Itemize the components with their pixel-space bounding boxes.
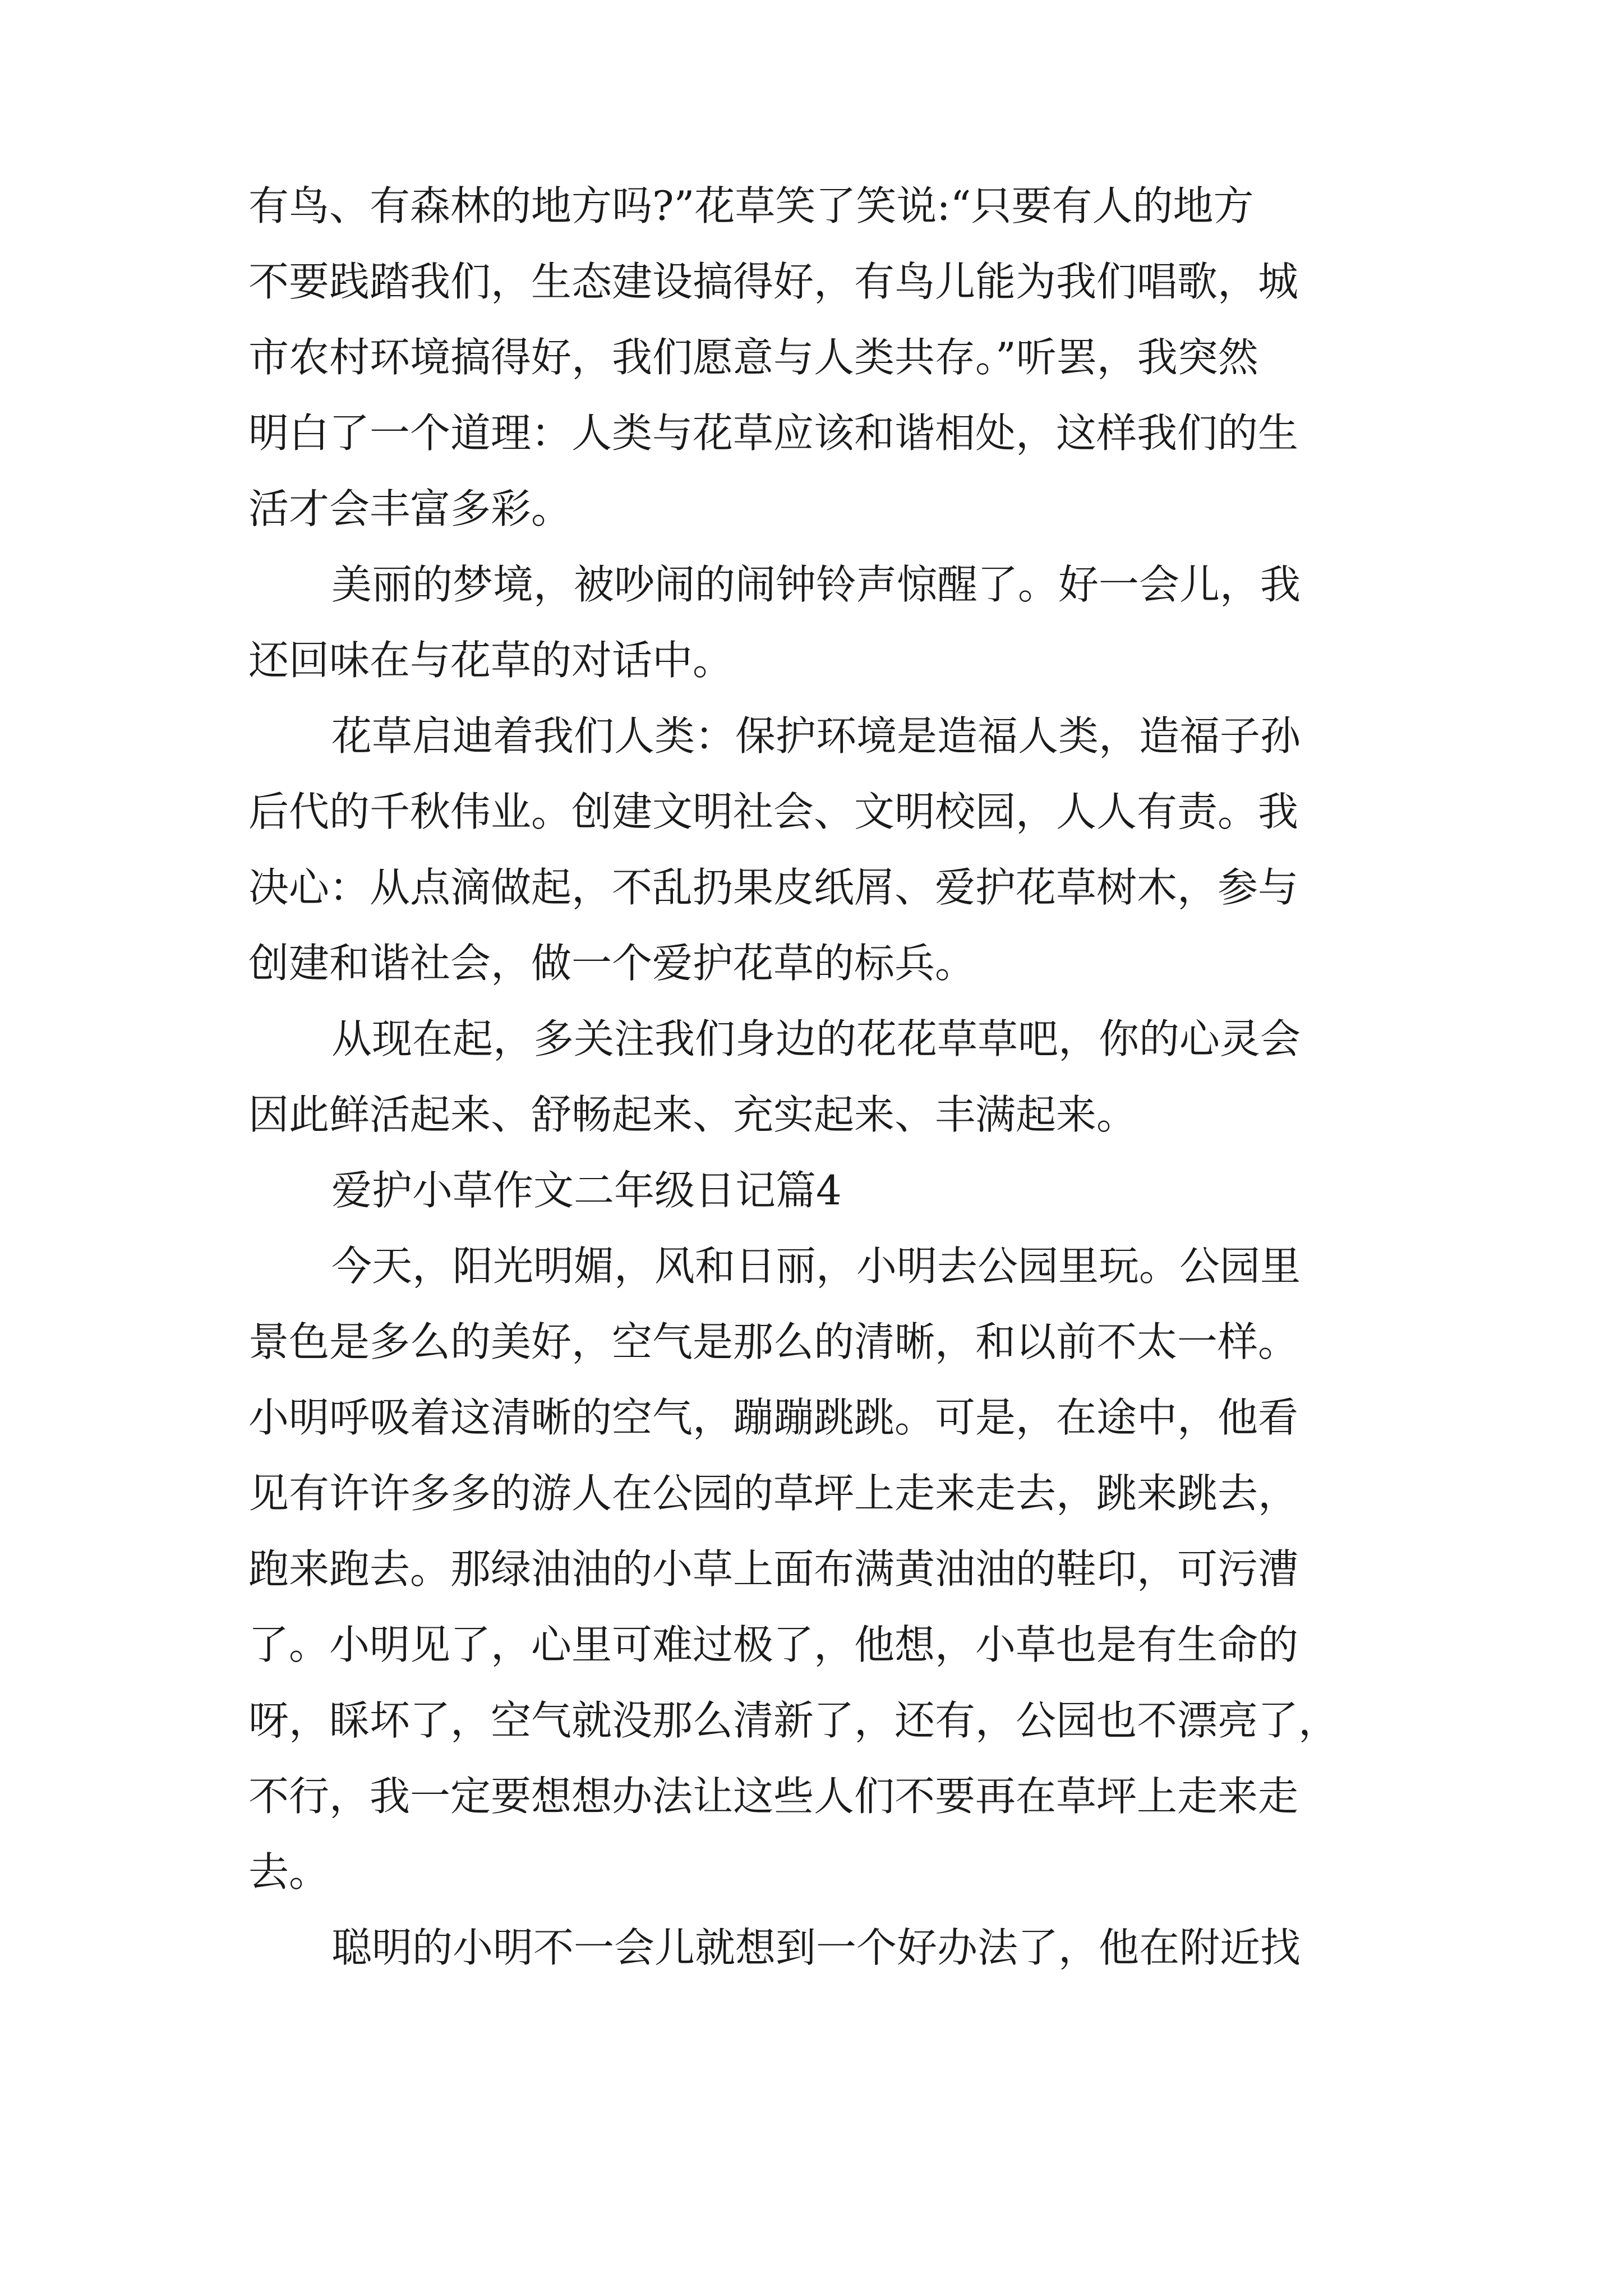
section-heading: 爱护小草作文二年级日记篇4 bbox=[331, 1167, 842, 1214]
text-line: 后代的千秋伟业。创建文明社会、文明校园，人人有责。我 bbox=[248, 788, 1299, 835]
text-line: 因此鲜活起来、舒畅起来、充实起来、丰满起来。 bbox=[248, 1091, 1137, 1138]
text-line: 还回味在与花草的对话中。 bbox=[248, 637, 734, 684]
document-body bbox=[248, 168, 1390, 1986]
text-line: 去。 bbox=[248, 1848, 330, 1895]
text-line: 呀，睬坏了，空气就没那么清新了，还有，公园也不漂亮了， bbox=[248, 1697, 1339, 1744]
text-line: 明白了一个道理：人类与花草应该和谐相处，这样我们的生 bbox=[248, 409, 1299, 457]
text-line: 决心：从点滴做起，不乱扔果皮纸屑、爱护花草树木，参与 bbox=[248, 864, 1299, 911]
text-line: 创建和谐社会，做一个爱护花草的标兵。 bbox=[248, 940, 976, 987]
text-line: 跑来跑去。那绿油油的小草上面布满黄油油的鞋印，可污漕 bbox=[248, 1545, 1299, 1593]
paragraph-first-line: 从现在起，多关注我们身边的花花草草吧，你的心灵会 bbox=[331, 1015, 1301, 1062]
text-line: 市农村环境搞得好，我们愿意与人类共存。”听罢，我突然 bbox=[248, 334, 1258, 381]
text-line: 活才会丰富多彩。 bbox=[248, 485, 572, 532]
paragraph-first-line: 今天，阳光明媚，风和日丽，小明去公园里玩。公园里 bbox=[331, 1243, 1301, 1290]
text-line: 小明呼吸着这清晰的空气，蹦蹦跳跳。可是，在途中，他看 bbox=[248, 1394, 1299, 1441]
text-line: 有鸟、有森林的地方吗?”花草笑了笑说:“只要有人的地方 bbox=[248, 182, 1254, 229]
paragraph-first-line: 美丽的梦境，被吵闹的闹钟铃声惊醒了。好一会儿，我 bbox=[331, 561, 1301, 608]
text-line: 景色是多么的美好，空气是那么的清晰，和以前不太一样。 bbox=[248, 1318, 1299, 1365]
paragraph-first-line: 花草启迪着我们人类：保护环境是造福人类，造福子孙 bbox=[331, 712, 1301, 760]
text-line: 了。小明见了，心里可难过极了，他想，小草也是有生命的 bbox=[248, 1621, 1299, 1668]
paragraph-first-line: 聪明的小明不一会儿就想到一个好办法了，他在附近找 bbox=[331, 1924, 1301, 1971]
text-line: 不要践踏我们，生态建设搞得好，有鸟儿能为我们唱歌，城 bbox=[248, 258, 1299, 305]
text-line: 不行，我一定要想想办法让这些人们不要再在草坪上走来走 bbox=[248, 1773, 1299, 1820]
text-line: 见有许许多多的游人在公园的草坪上走来走去，跳来跳去， bbox=[248, 1470, 1299, 1517]
